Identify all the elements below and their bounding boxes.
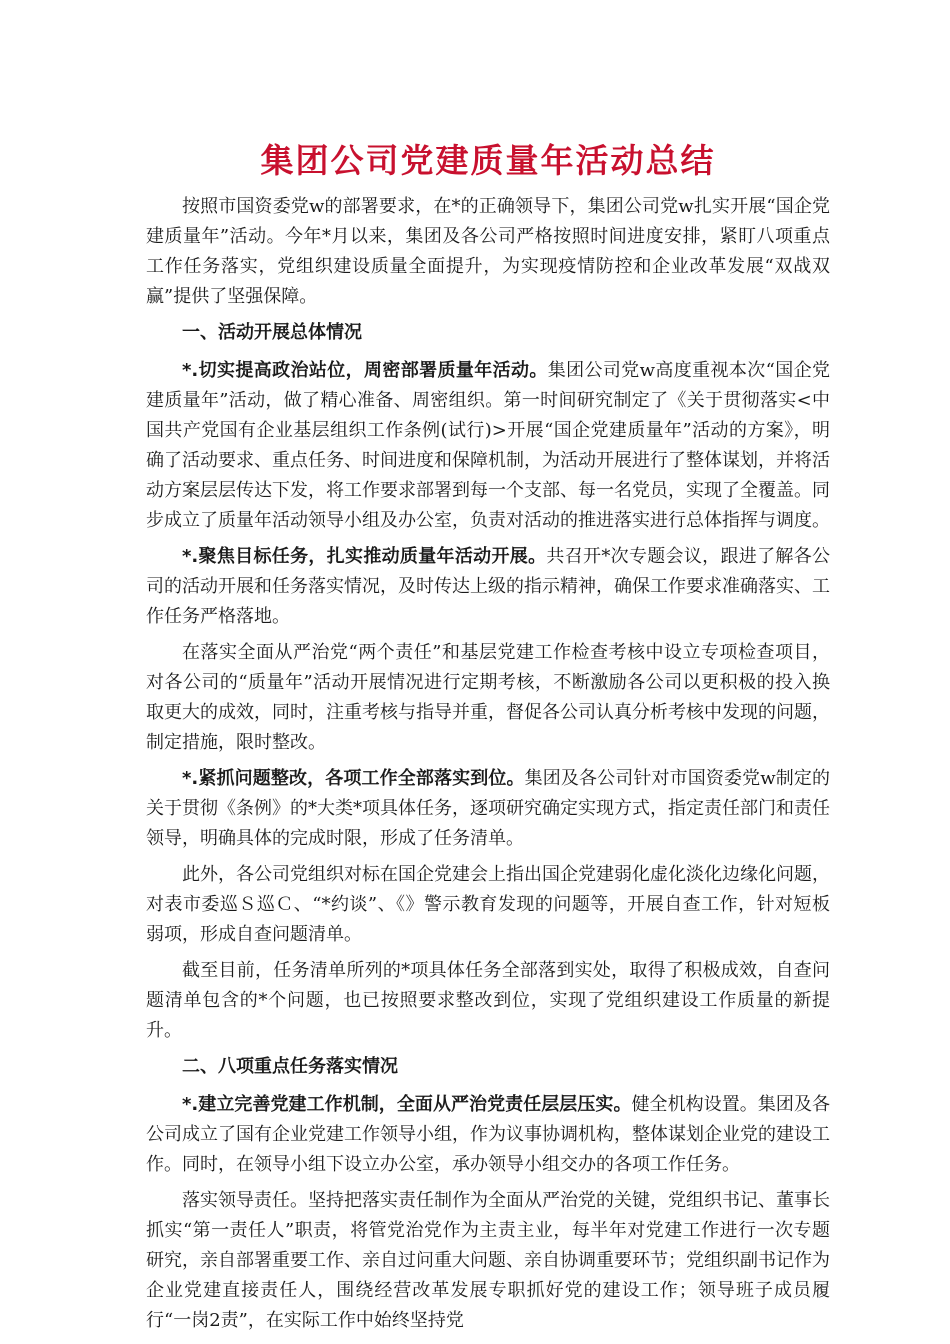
paragraph-lead: *.切实提高政治站位，周密部署质量年活动。 [182, 360, 548, 382]
paragraph-text: 健全机构设置。集团及各公司成立了国有企业党建工作领导小组，作为议事协调机构，整体谋划企业党的建设工作。同时，在领导小组下设立办公室，承办领导小组交办的各项工作任务。 [146, 1094, 830, 1176]
paragraph-lead: *.建立完善党建工作机制，全面从严治党责任层层压实。 [182, 1094, 632, 1116]
document-page [146, 128, 830, 1342]
paragraph-text: 集团及各公司针对市国资委党w制定的关于贯彻《条例》的*大类*项具体任务，逐项研究确定实现方式，指定责任部门和责任领导，明确具体的完成时限，形成了任务清单。 [146, 768, 831, 850]
paragraph [146, 764, 830, 854]
paragraph-lead: *.紧抓问题整改，各项工作全部落实到位。 [182, 768, 525, 790]
paragraph: 落实领导责任。坚持把落实责任制作为全面从严治党的关键，党组织书记、董事长抓实“第一责任人”职责，将管党治党作为主责主业，每半年对党建工作进行一次专题研究，亲自部署重要工作、亲自过问重大问题、亲自协调重要环节；党组织副书记作为企业党建直接责任人，围绕经营改革发展专职抓好党的建设工作；领导班子成员履行“一岗2责”，在实际工作中始终坚持党 [146, 1190, 830, 1332]
paragraph: 截至目前，任务清单所列的*项具体任务全部落到实处，取得了积极成效，自查问题清单包含的*个问题，也已按照要求整改到位，实现了党组织建设工作质量的新提升。 [146, 960, 830, 1042]
intro-paragraph: 按照市国资委党w的部署要求，在*的正确领导下，集团公司党w扎实开展“国企党建质量年”活动。今年*月以来，集团及各公司严格按照时间进度安排，紧盯八项重点工作任务落实，党组织建设质量全面提升，为实现疫情防控和企业改革发展“双战双赢”提供了坚强保障。 [146, 196, 830, 308]
section-heading-1: 一、活动开展总体情况 [182, 322, 362, 344]
section-heading-2: 二、八项重点任务落实情况 [182, 1056, 398, 1078]
paragraph: 此外，各公司党组织对标在国企党建会上指出国企党建弱化虚化淡化边缘化问题，对表市委巡Ｓ巡Ｃ、“*约谈”、《》警示教育发现的问题等，开展自查工作，针对短板弱项，形成自查问题清单。 [146, 864, 830, 946]
paragraph [146, 542, 830, 632]
paragraph [146, 356, 830, 536]
paragraph-text: 共召开*次专题会议，跟进了解各公司的活动开展和任务落实情况，及时传达上级的指示精神，确保工作要求准确落实、工作任务严格落地。 [146, 546, 831, 628]
document-title: 集团公司党建质量年活动总结 [260, 141, 716, 180]
paragraph: 在落实全面从严治党“两个责任”和基层党建工作检查考核中设立专项检查项目，对各公司的“质量年”活动开展情况进行定期考核，不断激励各公司以更积极的投入换取更大的成效，同时，注重考核与指导并重，督促各公司认真分析考核中发现的问题，制定措施，限时整改。 [146, 642, 830, 754]
paragraph [146, 1090, 830, 1180]
paragraph-lead: *.聚焦目标任务，扎实推动质量年活动开展。 [182, 546, 547, 568]
paragraph-text: 集团公司党w高度重视本次“国企党建质量年”活动，做了精心准备、周密组织。第一时间研究制定了《关于贯彻落实<中国共产党国有企业基层组织工作条例(试行)>开展“国企党建质量年”活动的方案》，明确了活动要求、重点任务、时间进度和保障机制，为活动开展进行了整体谋划，并将活动方案层层传达下发，将工作要求部署到每一个支部、每一名党员，实现了全覆盖。同步成立了质量年活动领导小组及办公室，负责对活动的推进落实进行总体指挥与调度。 [146, 360, 831, 532]
